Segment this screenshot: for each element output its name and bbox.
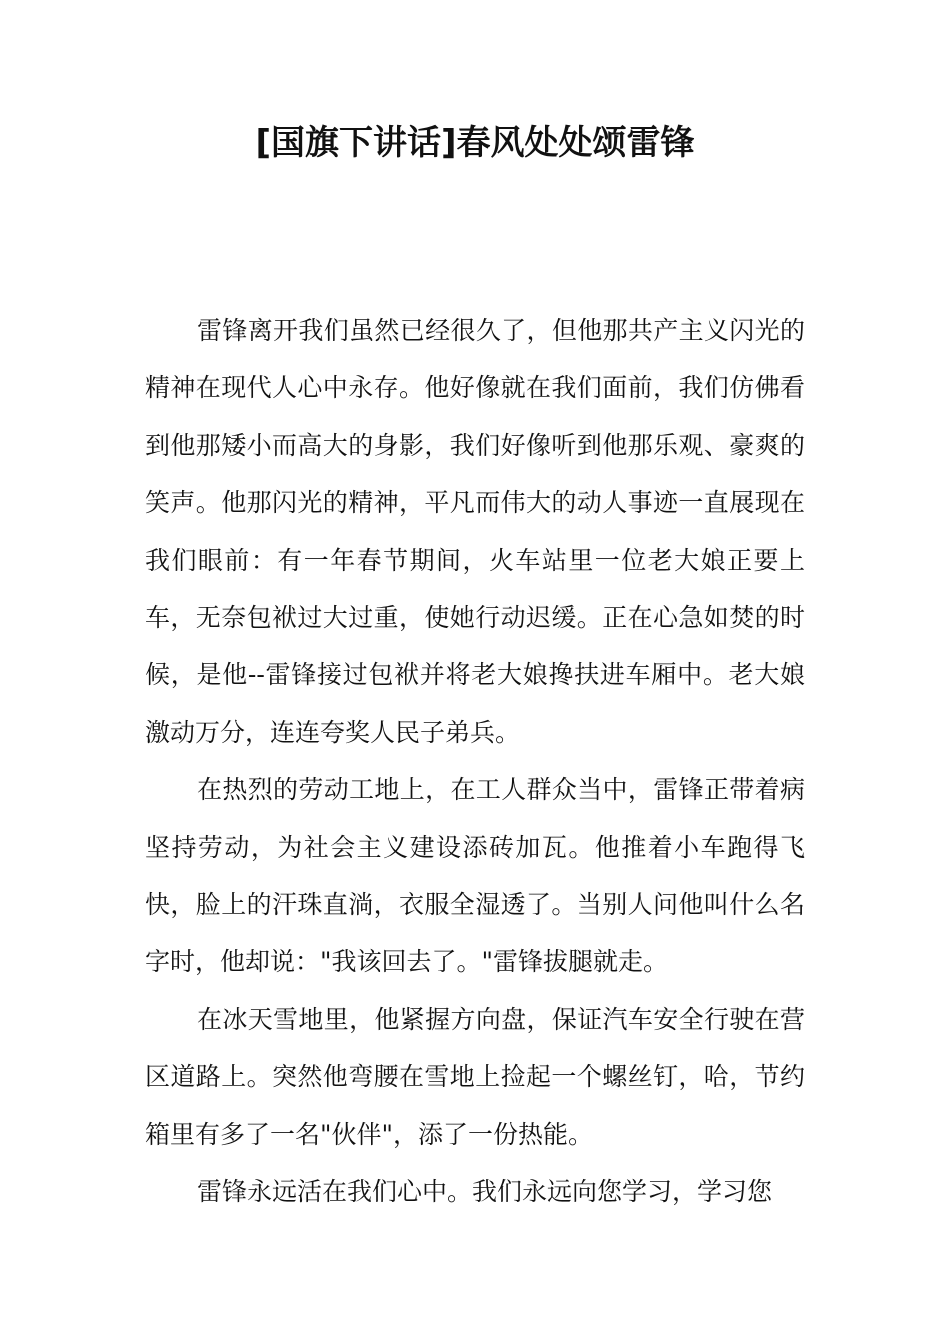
document-body <box>145 302 805 1221</box>
paragraph-4: 雷锋永远活在我们心中。我们永远向您学习，学习您 <box>197 1177 773 1207</box>
paragraph-3: 在冰天雪地里，他紧握方向盘，保证汽车安全行驶在营区道路上。突然他弯腰在雪地上捡起一个螺丝钉，哈，节约箱里有多了一名"伙伴"，添了一份热能。 <box>145 1004 805 1149</box>
page-title: [国旗下讲话]春风处处颂雷锋 <box>255 123 695 163</box>
paragraph-1: 雷锋离开我们虽然已经很久了，但他那共产主义闪光的精神在现代人心中永存。他好像就在我们面前，我们仿佛看到他那矮小而高大的身影，我们好像听到他那乐观、豪爽的笑声。他那闪光的精神，平凡而伟大的动人事迹一直展现在我们眼前：有一年春节期间，火车站里一位老大娘正要上车，无奈包袱过大过重，使她行动迟缓。正在心急如焚的时候，是他--雷锋接过包袱并将老大娘搀扶进车厢中。老大娘激动万分，连连夸奖人民子弟兵。 <box>145 316 805 747</box>
paragraph-2: 在热烈的劳动工地上，在工人群众当中，雷锋正带着病坚持劳动，为社会主义建设添砖加瓦。他推着小车跑得飞快，脸上的汗珠直淌，衣服全湿透了。当别人问他叫什么名字时，他却说："我该回去了。"雷锋拔腿就走。 <box>145 775 805 977</box>
